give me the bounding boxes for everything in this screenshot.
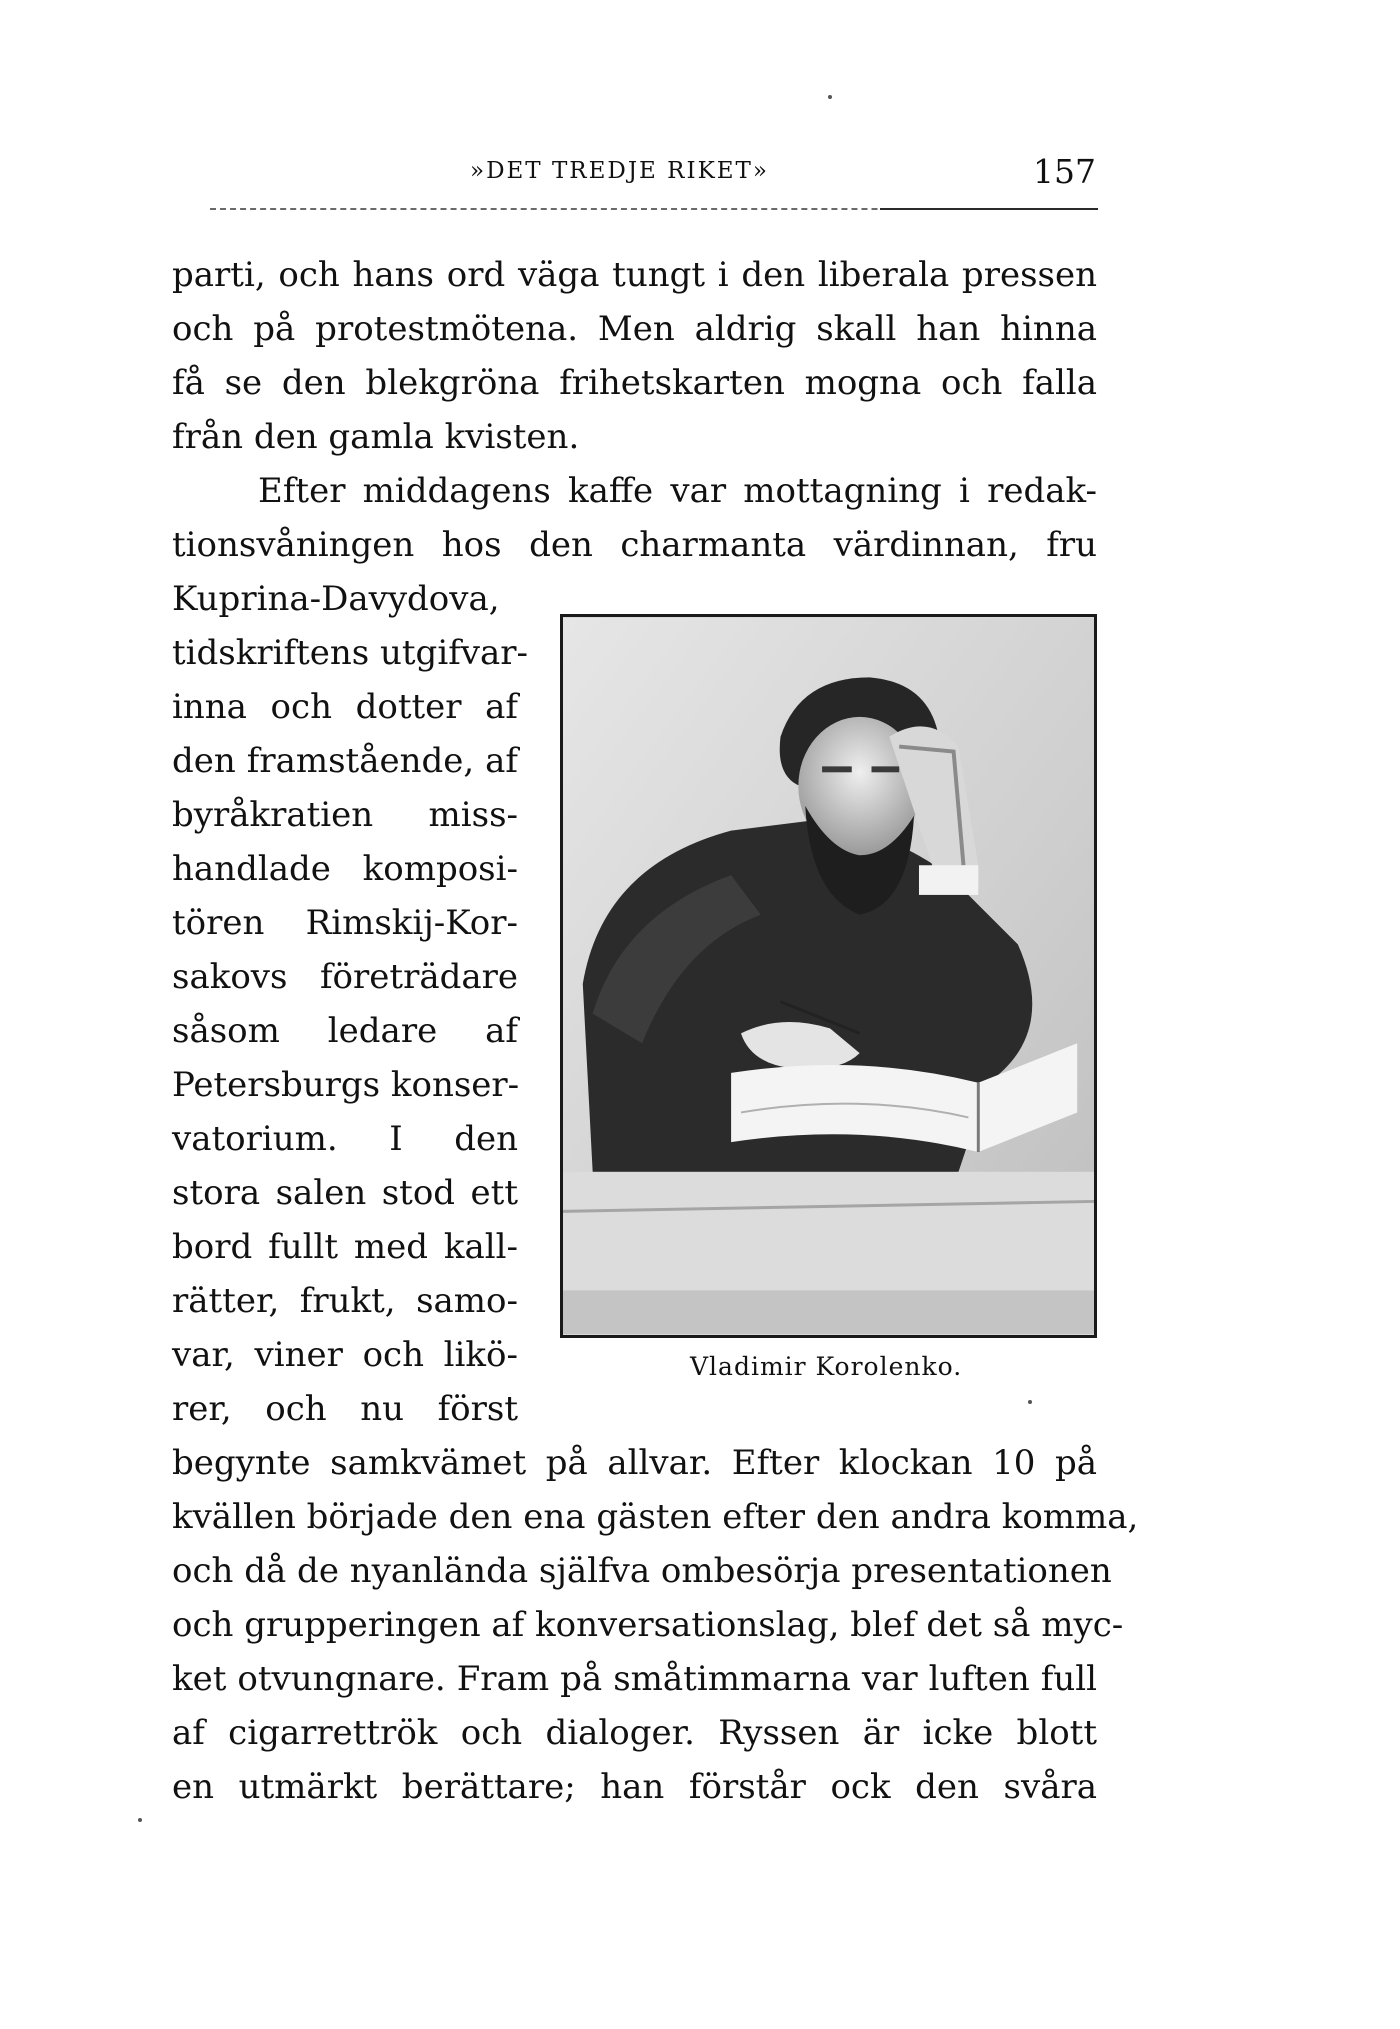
text-line: såsom ledare af bbox=[172, 1011, 518, 1051]
page-number: 157 bbox=[1033, 152, 1096, 191]
text-line: Kuprina-Davydova, bbox=[172, 579, 500, 619]
print-speck bbox=[138, 1818, 142, 1822]
text-line: rer, och nu först bbox=[172, 1389, 518, 1429]
text-line: och grupperingen af konversationslag, blef det så myc- bbox=[172, 1605, 1124, 1645]
header-rule-solid bbox=[880, 208, 1098, 210]
print-speck bbox=[1028, 1400, 1032, 1404]
text-line: och på protestmötena. Men aldrig skall han hinna bbox=[172, 309, 1097, 349]
text-line: stora salen stod ett bbox=[172, 1173, 518, 1213]
text-line: Efter middagens kaffe var mottagning i redak- bbox=[258, 471, 1097, 511]
text-line: ket otvungnare. Fram på småtimmarna var luften full bbox=[172, 1659, 1097, 1699]
text-line: en utmärkt berättare; han förstår ock den svåra bbox=[172, 1767, 1097, 1807]
text-line: vatorium. I den bbox=[172, 1119, 518, 1159]
text-line: Petersburgs konser- bbox=[172, 1065, 520, 1105]
text-line: sakovs företrädare bbox=[172, 957, 518, 997]
portrait-photo bbox=[560, 614, 1097, 1338]
text-line: tören Rimskij-Kor- bbox=[172, 903, 518, 943]
text-line: handlade komposi- bbox=[172, 849, 518, 889]
running-header-title: »DET TREDJE RIKET» bbox=[470, 158, 769, 184]
text-line: tidskriftens utgifvar- bbox=[172, 633, 529, 673]
text-line: var, viner och likö- bbox=[172, 1335, 518, 1375]
text-line: begynte samkvämet på allvar. Efter klockan 10 på bbox=[172, 1443, 1097, 1483]
text-line: rätter, frukt, samo- bbox=[172, 1281, 518, 1321]
text-line: få se den blekgröna frihetskarten mogna och falla bbox=[172, 363, 1097, 403]
text-line: parti, och hans ord väga tungt i den liberala pressen bbox=[172, 255, 1097, 295]
figure-caption: Vladimir Korolenko. bbox=[690, 1352, 963, 1381]
text-line: tionsvåningen hos den charmanta värdinnan, fru bbox=[172, 525, 1097, 565]
text-line: inna och dotter af bbox=[172, 687, 518, 727]
text-line: af cigarrettrök och dialoger. Ryssen är icke blott bbox=[172, 1713, 1097, 1753]
print-speck bbox=[828, 95, 832, 99]
text-line: den framstående, af bbox=[172, 741, 518, 781]
text-line: kvällen började den ena gästen efter den andra komma, bbox=[172, 1497, 1139, 1537]
text-line: och då de nyanlända själfva ombesörja presentationen bbox=[172, 1551, 1112, 1591]
text-line: byråkratien miss- bbox=[172, 795, 518, 835]
portrait-illustration bbox=[563, 617, 1094, 1335]
text-line: från den gamla kvisten. bbox=[172, 417, 580, 457]
text-line: bord fullt med kall- bbox=[172, 1227, 518, 1267]
